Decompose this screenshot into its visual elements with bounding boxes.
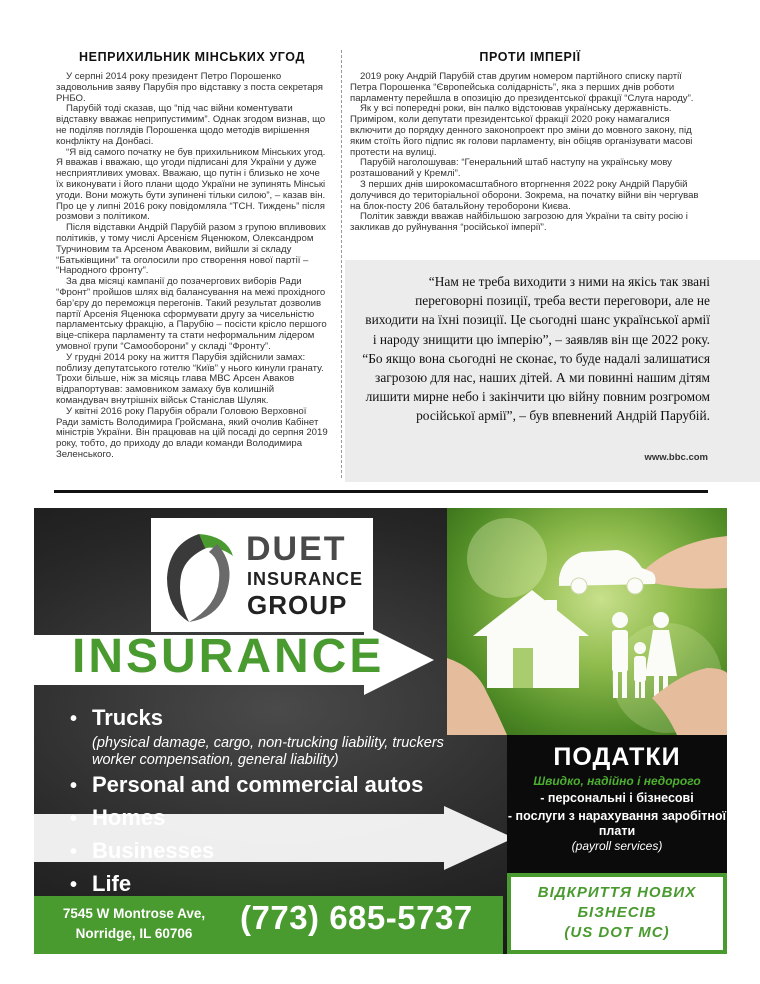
insurance-title: INSURANCE: [72, 630, 385, 683]
source-link[interactable]: www.bbc.com: [644, 452, 708, 463]
logo-word-group: GROUP: [247, 590, 348, 620]
address-line: Norridge, IL 60706: [75, 926, 193, 941]
family-house-photo: [447, 508, 727, 735]
house-cutout-icon: [473, 590, 589, 688]
left-article-paragraph: У квітні 2016 року Парубія обрали Головою Верховної Ради замість Володимира Гройсмана, який очолив Кабінет міністрів України. Він працював на цій посаді до серпня 2019 року, тобто, до приходу до влади команди Володимира Зеленського.: [56, 405, 328, 460]
left-article-heading: НЕПРИХИЛЬНИК МІНСЬКИХ УГОД: [79, 50, 305, 64]
list-item: • Businesses: [70, 838, 215, 863]
phone-number[interactable]: (773) 685-5737: [240, 899, 473, 936]
tax-item: - послуги з нарахування заробітної плати: [507, 809, 727, 838]
right-article-paragraph: З перших днів широкомасштабного вторгнення 2022 року Андрій Парубій долучився до територіальної оборони. Зокрема, на початку війни він чергував на блок-посту 206 батальйону тероборони Києва.: [350, 178, 699, 212]
new-business-line: (US DOT MC): [564, 924, 670, 941]
new-business-line: ВІДКРИТТЯ НОВИХ: [537, 884, 697, 901]
tax-item: - персональні і бізнесові: [540, 791, 694, 805]
list-item-detail: (physical damage, cargo, non-trucking liability, truckers worker compensation, general liability): [92, 735, 444, 768]
list-item: • Homes: [70, 805, 166, 830]
left-article-paragraph: За два місяці кампанії до позачергових виборів Ради “Фронт” пройшов шлях від балансування на межі прохідного бар’єру до переможця перегонів. Такий результат дозволив партії Арсенія Яценюка сформувати другу за чисельністю парламентську фракцію, а Парубію – посісти крісло першого віце-спікера парламенту та стати неформальним лідером умовної групи “Самооборони” у складі “Фронту”.: [56, 276, 327, 352]
tax-note: (payroll services): [571, 839, 663, 853]
right-article-paragraph: Як у всі попередні роки, він палко відстоював українську державність. Приміром, коли депутати президентської фракції 2020 року намагалися включити до порядку денного законопроект про зміни до мовного закону, під яким стоїть його підпис як голови парламенту, він обіцяв організувати масові протести на вулиці.: [350, 103, 693, 158]
left-article-paragraph: “Я від самого початку не був прихильником Мінських угод. Я вважав і вважаю, що угоди підписані для України у дуже несприятливих умовах. Вважаю, що путін і близько не хоче їх виконувати і його плани щодо України не зупинять Мінські угоди. Вони можуть бути зупинені тільки силою”, – казав він. Про це у липні 2016 року повідомляла “ТСН. Тиждень” після розмови з політиком.: [56, 146, 326, 223]
duet-logo: [151, 518, 373, 632]
tax-subtitle: Швидко, надійно і недорого: [533, 774, 701, 788]
new-business-line: БІЗНЕСІВ: [577, 904, 657, 921]
address-line: 7545 W Montrose Ave,: [62, 906, 206, 921]
tax-title: ПОДАТКИ: [553, 743, 681, 771]
left-article-paragraph: Парубій тоді сказав, що “під час війни коментувати відставку вважає неприпустимим”. Однак згодом визнав, що не поділяв поглядів Порошенка щодо методів вирішення конфлікту на Донбасі.: [56, 103, 326, 147]
swoosh-logo-icon: [159, 526, 239, 626]
address: [44, 904, 224, 944]
right-article: [350, 50, 710, 234]
section-divider: [54, 490, 708, 493]
right-article-paragraph: 2019 року Андрій Парубій став другим номером партійного списку партії Петра Порошенка “Європейська солідарність”, яка з перших днів роботи парламенту перейшла в опозицію до президентської фракції “Слуга народу”.: [350, 71, 694, 104]
right-article-paragraph: Парубій наголошував: “Генеральний штаб наступу на українську мову розташований у Кремлі”.: [350, 157, 672, 180]
left-article-paragraph: У серпні 2014 року президент Петро Порошенко задовольнив заяву Парубія про відставку з поста секретаря РНБО.: [56, 71, 323, 104]
pull-quote: “Нам не треба виходити з ними на якісь так звані переговорні позиції, треба вести переговори, але не виходити на їхні позиції. Це сьогодні шанс української армії і народу знищити цю імперію”, – заявляв він ще 2022 року. “Бо якщо вона сьогодні не сконає, то буде надалі залишатися загрозою для нас, наших дітей. А ми повинні нашим дітям лишити мирне небо і закінчити цю війну повним розгромом російської армії”, – був впевнений Андрій Парубій.: [362, 274, 710, 424]
logo-word-duet: DUET: [246, 530, 347, 568]
car-cutout-icon: [559, 550, 656, 594]
tax-services-box: [507, 735, 727, 873]
services-list: [70, 702, 490, 901]
left-article-paragraph: Після відставки Андрій Парубій разом з групою впливових політиків, у тому числі Арсенієм Яценюком, Олександром Турчиновим та Арсеном Аваковим, вийшли зі складу “Батьківщини” та оголосили про створення нової партії – “Народного фронту”.: [56, 222, 326, 277]
list-item: • Trucks: [70, 705, 163, 730]
right-article-paragraph: Політик завжди вважав найбільшою загрозою для України та світу росію і закликав до руйнування “російської імперії”.: [350, 211, 688, 234]
left-article: [56, 50, 328, 461]
column-divider: [341, 50, 342, 478]
list-item: • Life: [70, 871, 132, 896]
new-business-box: [507, 873, 727, 954]
left-article-paragraph: У грудні 2014 року на життя Парубія здійснили замах: поблизу депутатського готелю “Київ” у нього кинули гранату. Трохи більше, ніж за місяць глава МВС Арсен Аваков відрапортував: замовником замаху був колишній командувач внутрішніх військ Станіслав Шуляк.: [56, 351, 324, 406]
paper-cutouts-illustration: [447, 508, 727, 735]
right-article-heading: ПРОТИ ІМПЕРІЇ: [479, 50, 581, 64]
logo-word-insurance: INSURANCE: [247, 569, 364, 589]
list-item: • Personal and commercial autos: [70, 772, 424, 797]
insurance-advertisement: [34, 508, 727, 954]
